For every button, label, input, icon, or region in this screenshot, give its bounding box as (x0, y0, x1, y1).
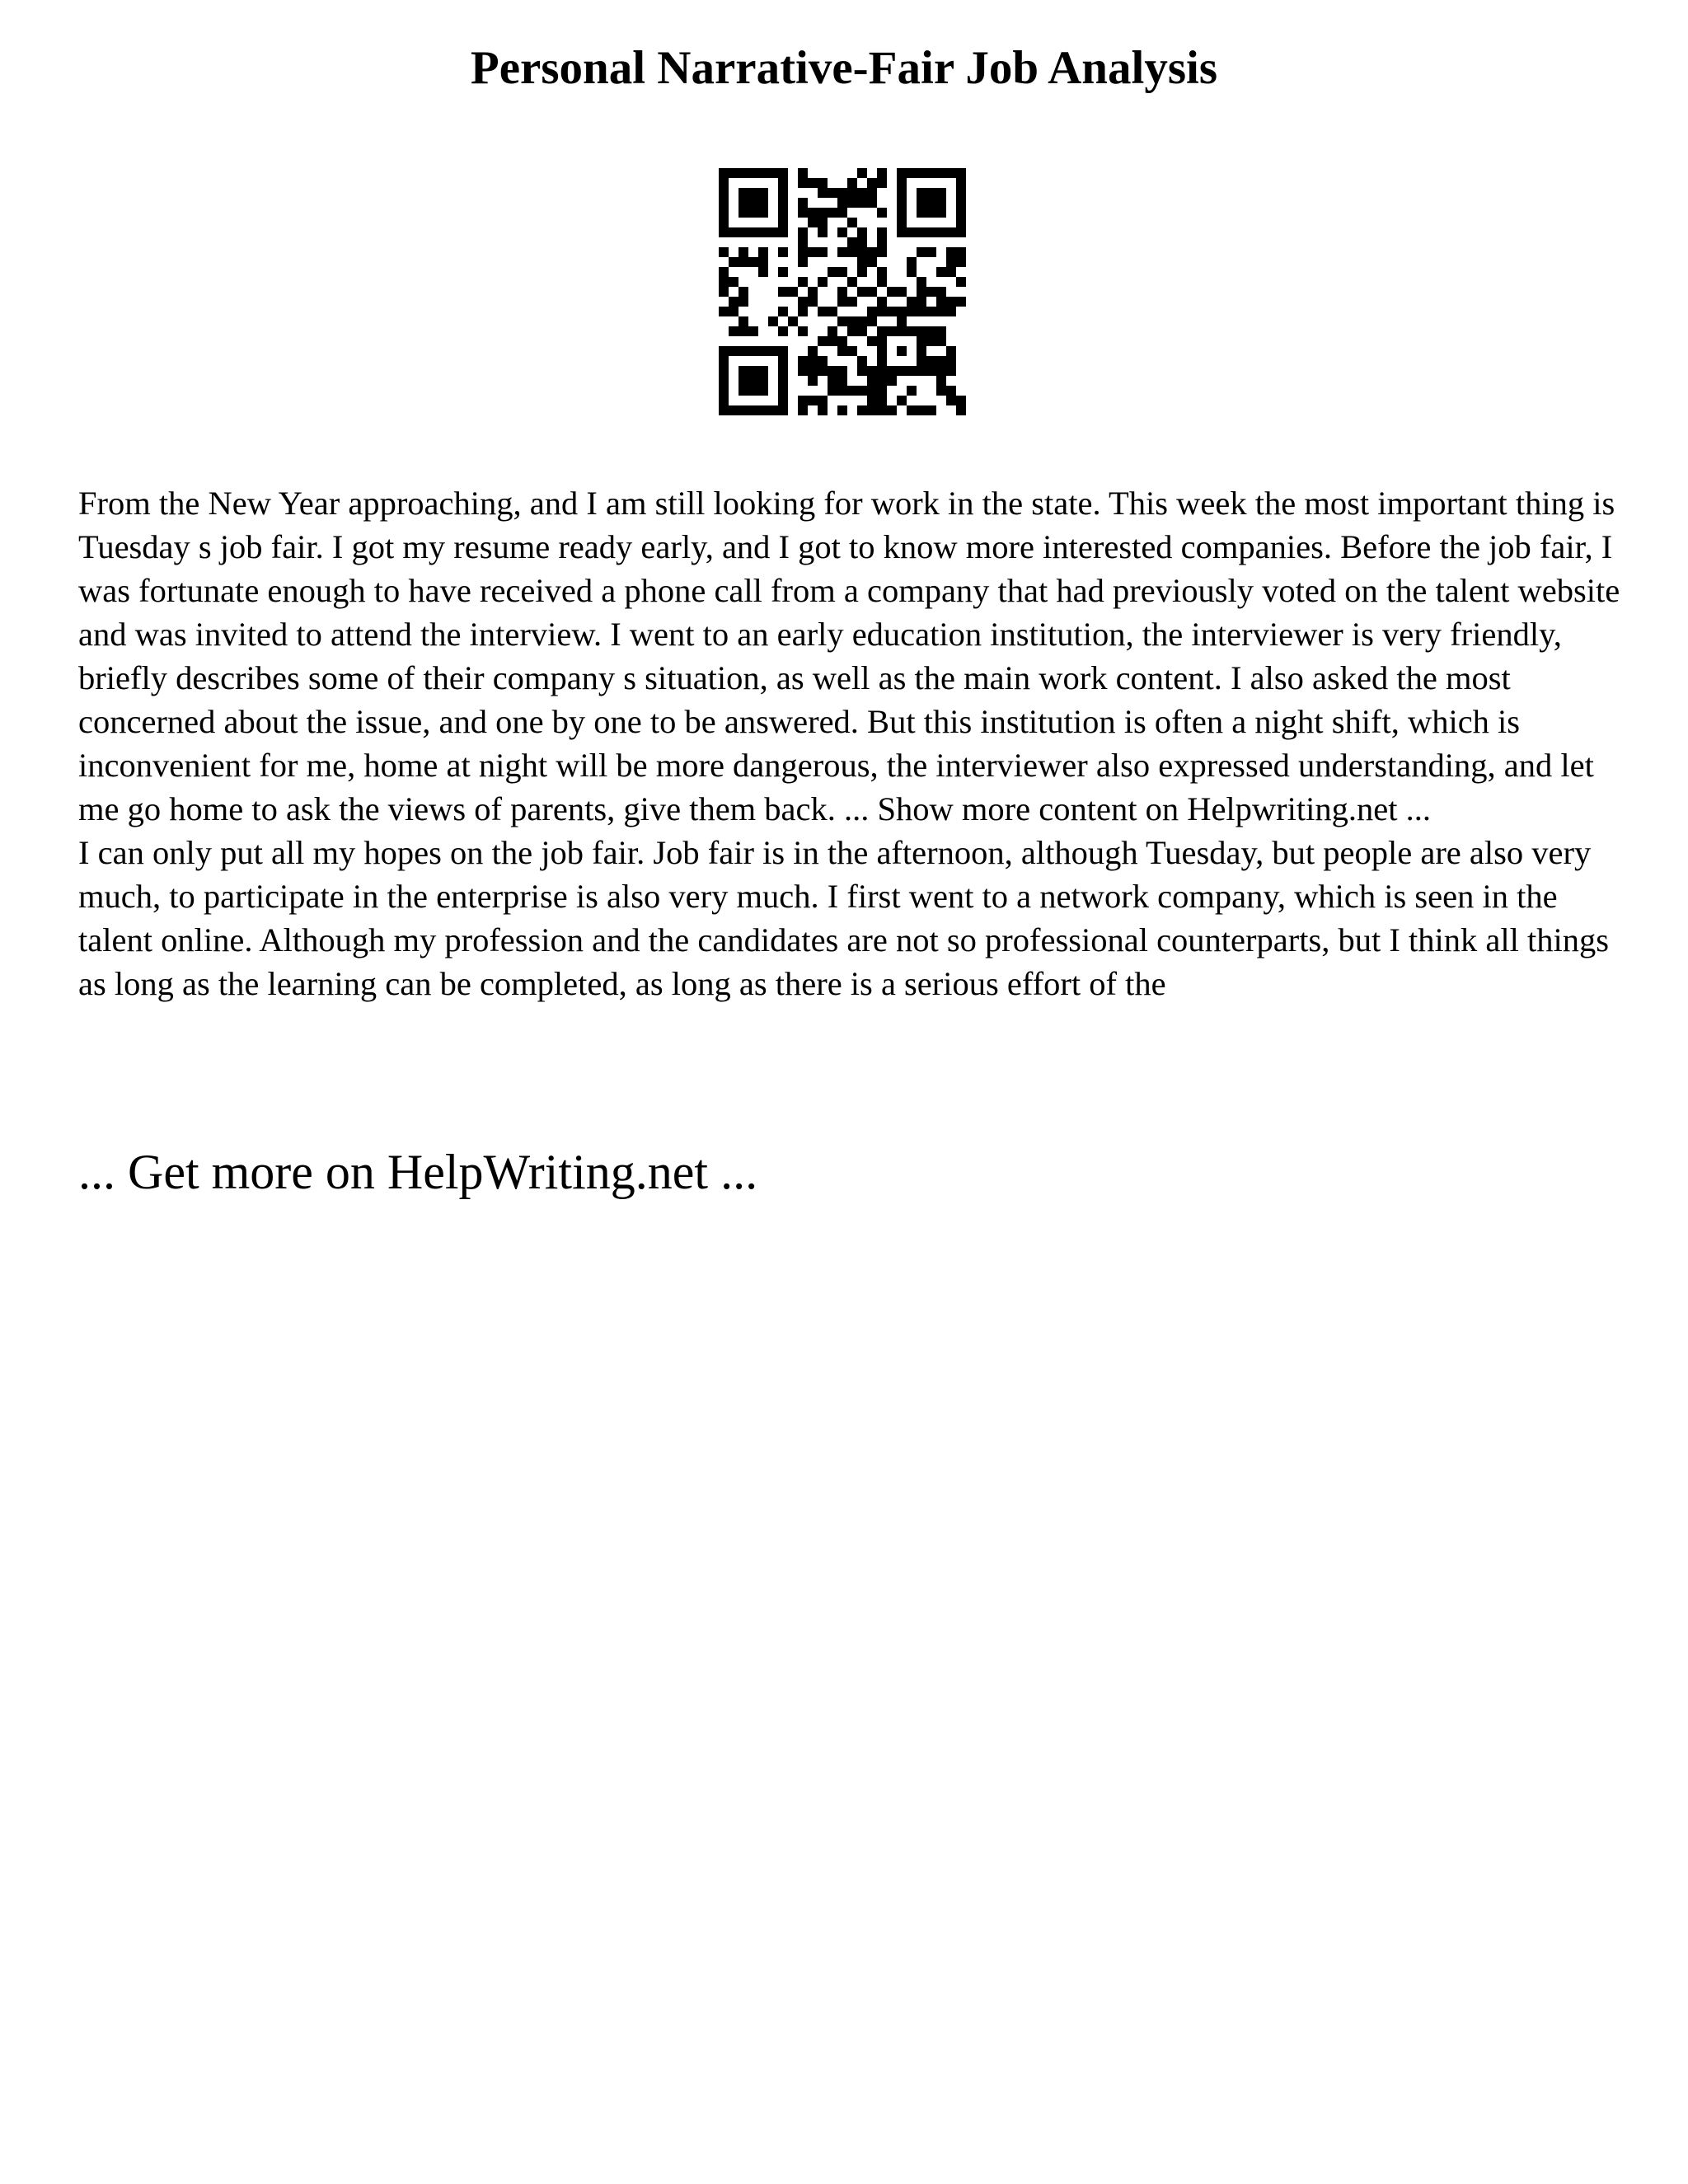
page-title: Personal Narrative-Fair Job Analysis (470, 42, 1218, 94)
paragraph-2: I can only put all my hopes on the job fair. Job fair is in the afternoon, although Tuesday, but people are also very much, to participate in the enterprise is also very much. I first went to a network company, which is seen in the talent online. Although my profession and the candidates are not so professional counterparts, but I think all things as long as the learning can be completed, as long as there is a serious effort of the (78, 834, 1609, 1002)
paragraph-1: From the New Year approaching, and I am still looking for work in the state. This week the most important thing is Tuesday s job fair. I got my resume ready early, and I got to know more interested companies. Before the job fair, I was fortunate enough to have received a phone call from a company that had previously voted on the talent website and was invited to attend the interview. I went to an early education institution, the interviewer is very friendly, briefly describes some of their company s situation, as well as the main work content. I also asked the most concerned about the issue, and one by one to be answered. But this institution is often a night shift, which is inconvenient for me, home at night will be more dangerous, the interviewer also expressed understanding, and let me go home to ask the views of parents, give them back. ... Show more content on Helpwriting.net ... (78, 485, 1620, 827)
article-body (78, 481, 1628, 1005)
qr-code-icon (719, 168, 966, 415)
get-more-link[interactable]: ... Get more on HelpWriting.net ... (78, 1145, 758, 1199)
